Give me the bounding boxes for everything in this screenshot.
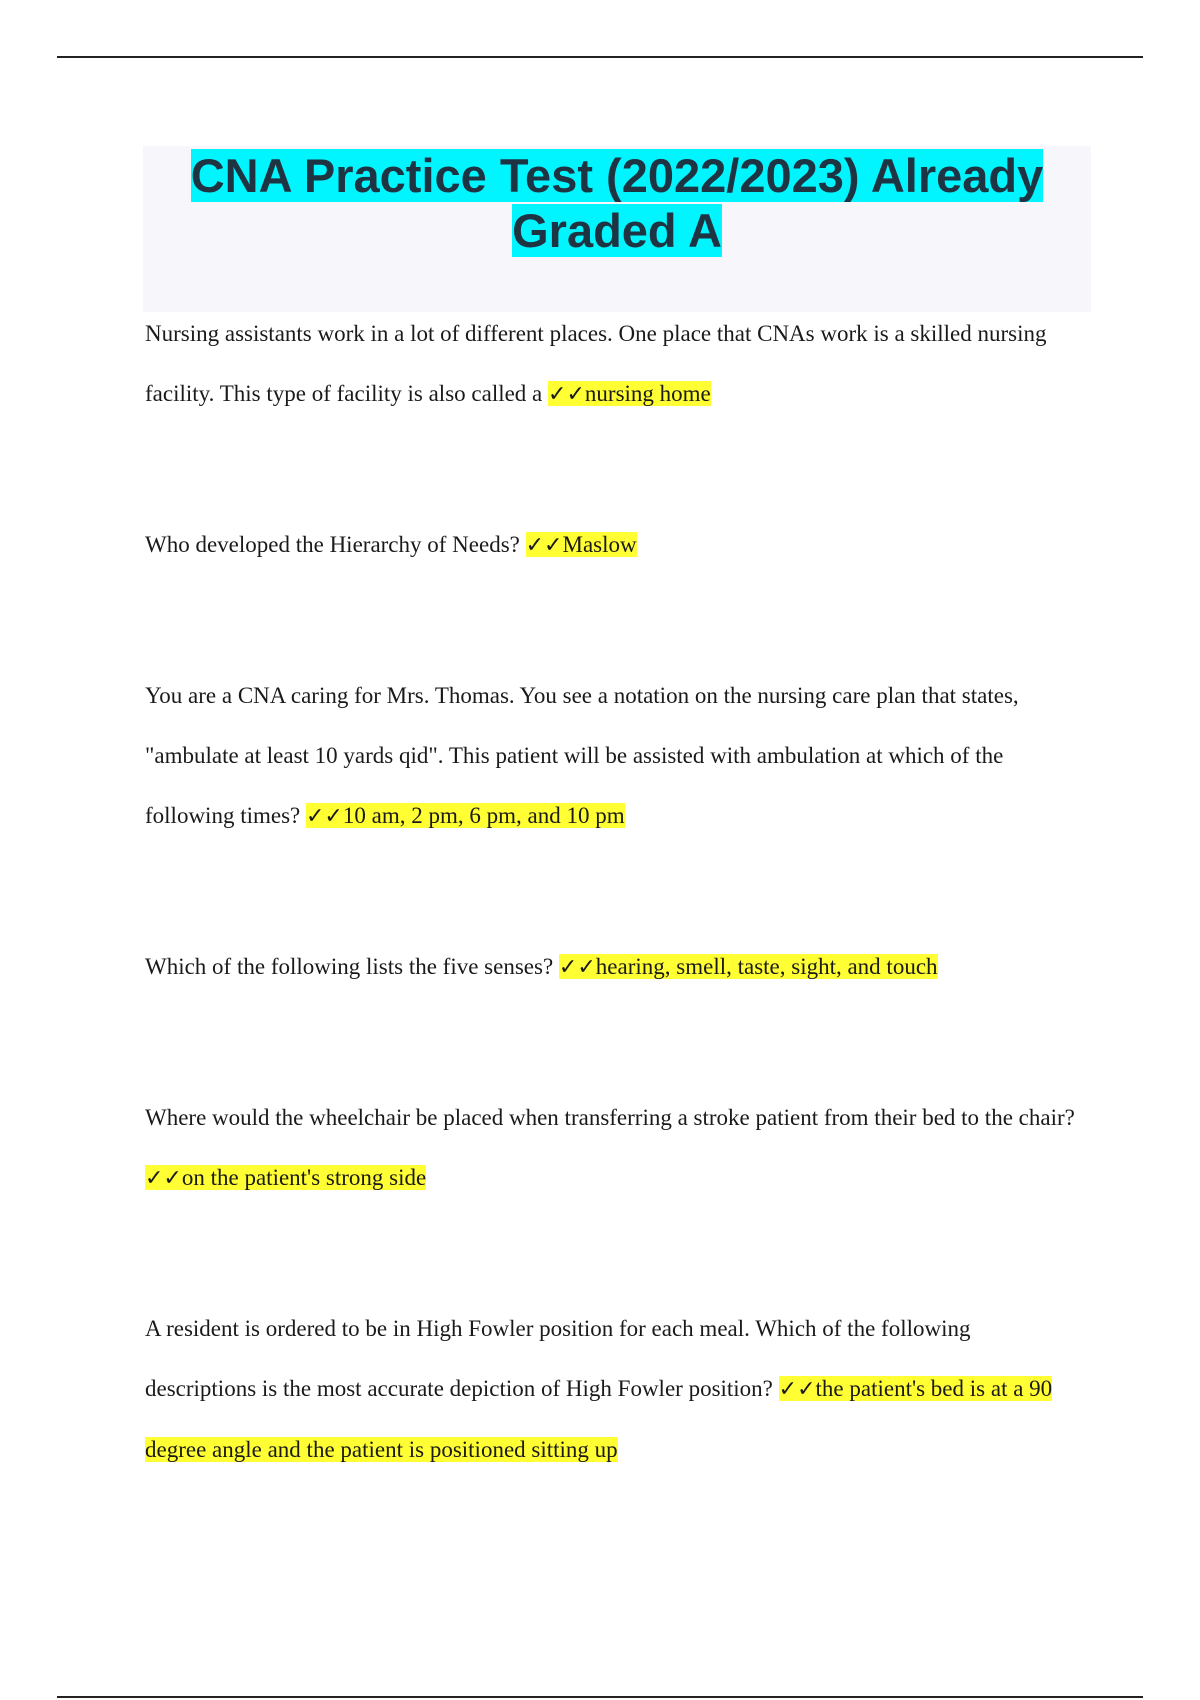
question-6 (145, 1299, 1085, 1480)
spacer (145, 576, 1085, 666)
check-mark-icon: ✓✓ (145, 1166, 182, 1191)
question-text: Nursing assistants work in a lot of different places. One place that CNAs work is a skilled nursing facility. This type of facility is also called a (145, 321, 1047, 406)
check-mark-icon: ✓✓ (525, 533, 563, 558)
answer-text: Maslow (562, 532, 637, 557)
question-text: Which of the following lists the five senses? (145, 954, 554, 979)
bottom-rule (57, 1696, 1143, 1698)
question-3 (145, 666, 1085, 847)
question-1 (145, 304, 1085, 425)
answer-highlight (559, 954, 938, 979)
answer-text: hearing, smell, taste, sight, and touch (595, 954, 938, 979)
check-mark-icon: ✓✓ (548, 382, 585, 407)
question-text: Where would the wheelchair be placed when transferring a stroke patient from their bed to the chair? (145, 1105, 1075, 1130)
answer-text: 10 am, 2 pm, 6 pm, and 10 pm (342, 803, 625, 828)
answer-text: nursing home (584, 381, 711, 406)
check-mark-icon: ✓✓ (305, 804, 343, 829)
title-highlight: CNA Practice Test (2022/2023) Already Graded A (190, 149, 1044, 257)
title-band (143, 146, 1091, 312)
answer-highlight (548, 381, 711, 406)
answer-text: the patient's bed is at a 90 degree angle and the patient is positioned sitting up (145, 1376, 1053, 1462)
question-text: A resident is ordered to be in High Fowler position for each meal. Which of the following descriptions is the most accurate depiction of High Fowler position? (145, 1316, 971, 1401)
answer-highlight (145, 1165, 426, 1190)
question-2 (145, 515, 1085, 576)
answer-highlight (526, 532, 637, 557)
question-text: You are a CNA caring for Mrs. Thomas. You see a notation on the nursing care plan that states, "ambulate at least 10 yards qid". This patient will be assisted with ambulation at which of the following times? (145, 683, 1019, 828)
spacer (145, 1209, 1085, 1299)
check-mark-icon: ✓✓ (778, 1377, 816, 1402)
answer-highlight (306, 803, 625, 828)
question-4 (145, 937, 1085, 998)
question-list (145, 304, 1085, 1480)
question-5 (145, 1088, 1085, 1209)
answer-text: on the patient's strong side (181, 1165, 427, 1190)
spacer (145, 847, 1085, 937)
document-title (143, 146, 1091, 258)
check-mark-icon: ✓✓ (558, 955, 596, 980)
question-text: Who developed the Hierarchy of Needs? (145, 532, 520, 557)
spacer (145, 998, 1085, 1088)
top-rule (57, 56, 1143, 58)
spacer (145, 425, 1085, 515)
